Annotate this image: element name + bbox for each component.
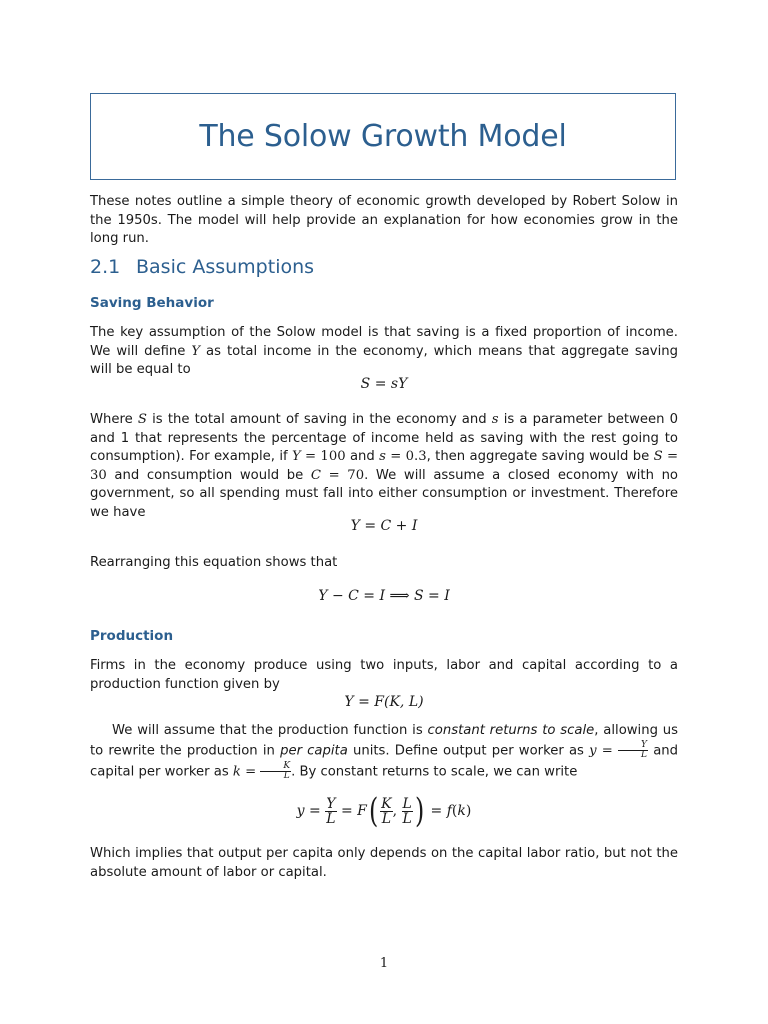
production-paragraph-1: Firms in the economy produce using two inputs, labor and capital according to a production function given by — [90, 658, 678, 692]
page-number: 1 — [379, 956, 389, 971]
subheading-saving: Saving Behavior — [90, 295, 214, 311]
production-paragraph-2: We will assume that the production function is constant returns to scale, allowing us to rewrite the production in per capita units. Define output per worker as y = $\frac{Y}{L}$ and capital per worker as k = $\frac{K}{L}$ . By constant returns to scale, we can write — [90, 723, 679, 781]
equation-saving-investment: Y − C = I ⟹ S = I — [318, 588, 450, 604]
saving-paragraph-1: The key assumption of the Solow model is that saving is a fixed proportion of income. We will define Y as total income in the economy, which means that aggregate saving will be equal to — [90, 325, 679, 377]
section-heading — [90, 256, 314, 278]
production-paragraph-3: Which implies that output per capita only depends on the capital labor ratio, but not the absolute amount of labor or capital. — [90, 846, 678, 880]
saving-paragraph-2: Where S is the total amount of saving in the economy and s is a parameter between 0 and 1 that represents the percentage of income held as saving with the rest going to consumption). For example, if Y = 100 and s = 0.3, then aggregate saving would be S = 30 and consumption would be C = 70. We will assume a closed economy with no government, so all spending must fall into either consumption or investment. Therefore we have — [90, 412, 679, 520]
section-number: 2.1 — [90, 256, 121, 278]
title-box — [90, 93, 676, 180]
equation-income-identity: Y = C + I — [350, 518, 418, 534]
equation-per-capita: y = $\frac{Y}{L}$ = F( $\frac{K}{L}$ , $\frac{L}{L}$ ) = f(k) — [296, 791, 472, 831]
equation-saving: S = sY — [360, 376, 408, 392]
fraction-k-over-l: $\frac{K}{L}$ — [260, 762, 291, 781]
section-title: Basic Assumptions — [136, 256, 315, 278]
intro-paragraph: These notes outline a simple theory of economic growth developed by Robert Solow in the 1950s. The model will help provide an explanation for how economies grow in the long run. — [90, 194, 678, 246]
saving-paragraph-3: Rearranging this equation shows that — [90, 555, 338, 570]
fraction-y-over-l: $\frac{Y}{L}$ — [618, 741, 648, 760]
equation-production-function: Y = F(K, L) — [344, 694, 424, 710]
subheading-production: Production — [90, 628, 174, 644]
page-title: The Solow Growth Model — [199, 119, 567, 154]
